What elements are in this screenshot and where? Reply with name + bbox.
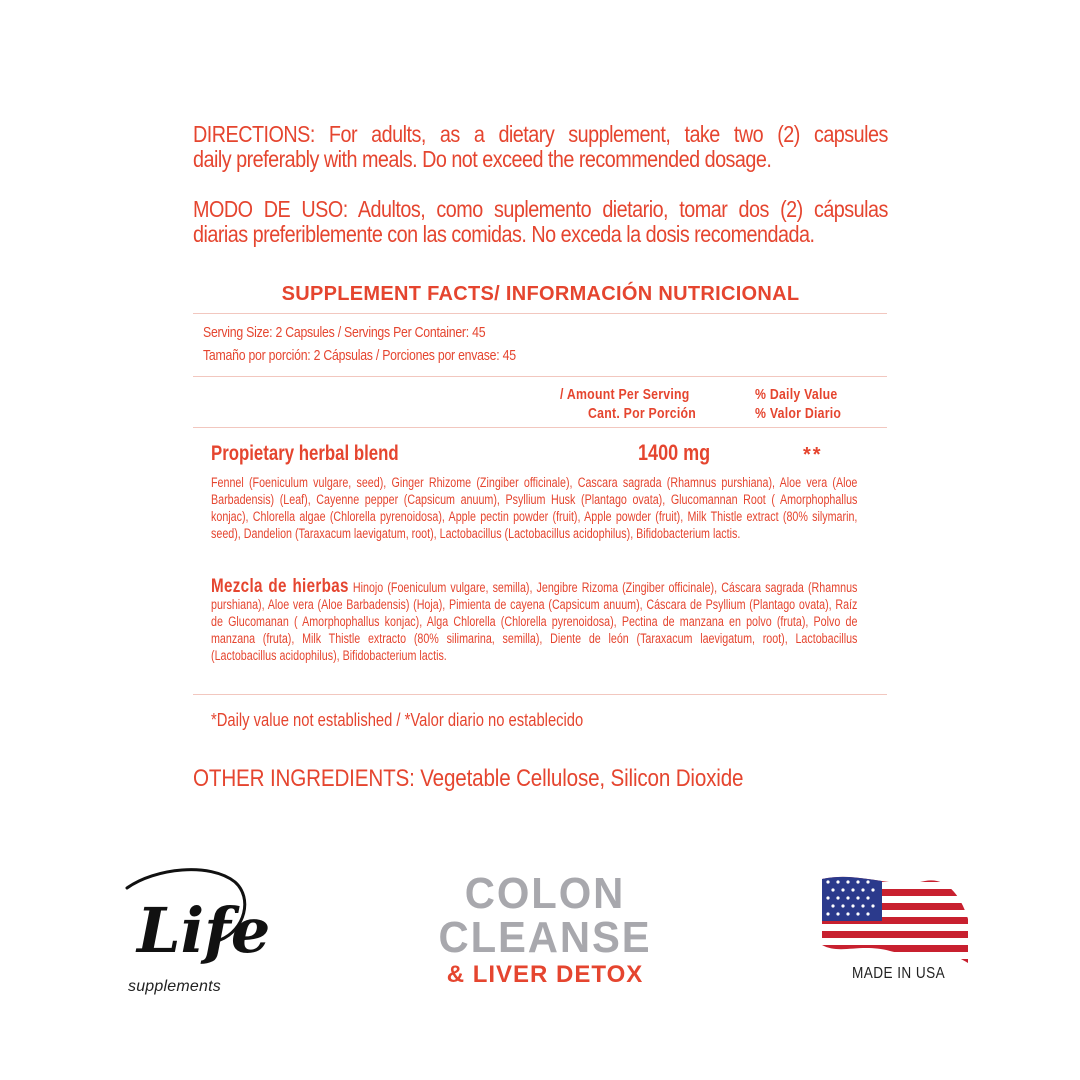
facts-divider-header bbox=[193, 427, 887, 428]
col-amount-es: Cant. Por Porción bbox=[588, 405, 697, 422]
blend-amount: 1400 mg bbox=[638, 440, 711, 465]
life-logo-word: Life bbox=[137, 894, 271, 967]
facts-divider-serving bbox=[193, 376, 887, 377]
modo-line2: diarias preferiblemente con las comidas. No exceda la dosis recomendada. bbox=[193, 221, 815, 247]
col-dv-es: % Valor Diario bbox=[755, 405, 842, 422]
facts-divider-top bbox=[193, 313, 887, 314]
serving-size-en: Serving Size: 2 Capsules / Servings Per Container: 45 bbox=[203, 324, 486, 341]
product-name bbox=[430, 869, 660, 990]
blend-ingredients-en-text: Fennel (Foeniculum vulgare, seed), Ginger Rhizome (Zingiber officinale), Cascara sagrada (Rhamnus purshiana), Aloe vera (Aloe Barbadensis) (Leaf), Cayenne pepper (Capsicum anuum), Psyllium Husk (Plantago ovata), Glucomannan Root ( Amorphophallus konjac), Chlorella algae (Chlorella pyrenoidosa), Apple pectin powder (fruit), Apple powder (fruit), Milk Thistle extract (80% silymarin, seed), Dandelion (Taraxacum laevigatum, root), Lactobacillus (Lactobacillus acidophilus), Bifidobacterium lactis. bbox=[211, 475, 858, 541]
other-ingredients: OTHER INGREDIENTS: Vegetable Cellulose, Silicon Dioxide bbox=[193, 765, 744, 792]
blend-daily-value: ** bbox=[803, 444, 823, 466]
life-logo-subtext: supplements bbox=[128, 978, 221, 995]
blend-ingredients-es-body: Hinojo (Foeniculum vulgare, semilla), Jengibre Rizoma (Zingiber officinale), Cáscara sagrada (Rhamnus purshiana), Aloe vera (Aloe Barbadensis) (Hoja), Pimienta de cayena (Capsicum anuum), Cáscara de Psyllium (Plantago ovata), Raíz de Glucomanan ( Amorphophallus konjac), Alga Chlorella (Chlorella pyrenoidosa), Pectina de manzana en polvo (fruta), Polvo de manzana (fruta), Milk Thistle extracto (80% silimarina, semilla), Diente de león (Taraxacum laevigatum, root), Lactobacillus (Lactobacillus acidophilus), Bifidobacterium lactis. bbox=[211, 580, 858, 663]
facts-title: SUPPLEMENT FACTS/ INFORMACIÓN NUTRICIONAL bbox=[281, 283, 800, 305]
product-name-line2: CLEANSE bbox=[438, 913, 652, 962]
daily-value-footnote: *Daily value not established / *Valor diario no establecido bbox=[211, 710, 584, 730]
col-amount-en: / Amount Per Serving bbox=[560, 386, 690, 403]
usa-flag-icon bbox=[820, 875, 970, 965]
modo-line1: Adultos, como suplemento dietario, tomar dos (2) cápsulas bbox=[357, 196, 888, 222]
made-in-usa-label: MADE IN USA bbox=[852, 965, 946, 982]
directions-line1: For adults, as a dietary supplement, take two (2) capsules bbox=[328, 121, 888, 147]
product-name-line3: & LIVER DETOX bbox=[446, 961, 644, 988]
facts-divider-bottom bbox=[193, 694, 887, 695]
mezcla-label: Mezcla de hierbas bbox=[211, 576, 349, 597]
product-name-line1: COLON bbox=[464, 869, 626, 918]
blend-name: Propietary herbal blend bbox=[211, 442, 399, 465]
col-dv-en: % Daily Value bbox=[755, 386, 838, 403]
serving-size-es: Tamaño por porción: 2 Cápsulas / Porciones por envase: 45 bbox=[203, 347, 516, 364]
blend-ingredients-es-text bbox=[211, 578, 857, 664]
blend-ingredients-es bbox=[211, 578, 857, 664]
directions-text bbox=[193, 122, 888, 172]
modo-label: MODO DE USO: bbox=[193, 196, 348, 222]
directions-label: DIRECTIONS: bbox=[193, 121, 315, 147]
modo-de-uso-text bbox=[193, 197, 888, 247]
directions-line2: daily preferably with meals. Do not exceed the recommended dosage. bbox=[193, 146, 772, 172]
blend-ingredients-en bbox=[211, 474, 857, 542]
